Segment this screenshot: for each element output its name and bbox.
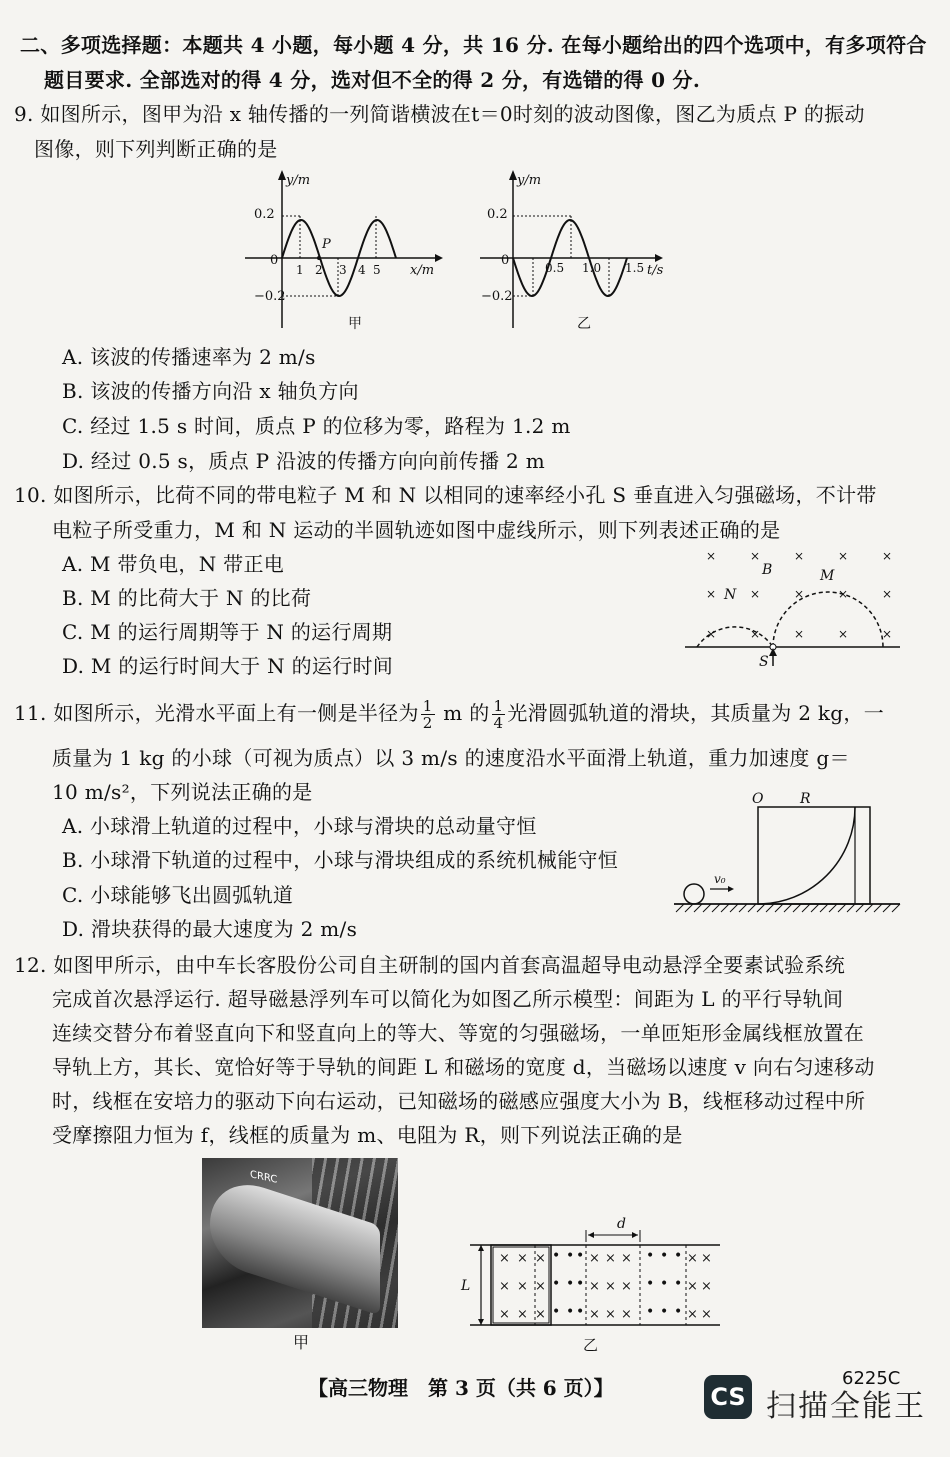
field-cross-mark: × xyxy=(882,549,893,563)
q11-label-v0: v₀ xyxy=(714,872,726,886)
q11-quarter-den: 4 xyxy=(493,714,504,732)
q9a-tick-4: 4 xyxy=(358,263,366,277)
field-down-mark: × xyxy=(605,1279,616,1294)
ground-hatch-line xyxy=(757,904,765,912)
q11-label-r: R xyxy=(800,791,811,807)
field-cross-mark: × xyxy=(706,627,717,641)
q11-slider-figure xyxy=(672,785,902,915)
q9b-tick-15: 1.5 xyxy=(625,261,645,275)
q9a-bottom: −0.2 xyxy=(254,289,286,304)
field-down-mark: × xyxy=(687,1279,698,1294)
q9a-xlabel: x/m xyxy=(410,263,435,278)
camscanner-logo-icon: CS xyxy=(704,1375,752,1419)
ground-hatch-line xyxy=(811,904,819,912)
ground-hatch-line xyxy=(847,904,855,912)
section-title-line1: 二、多项选择题：本题共 4 小题，每小题 4 分，共 16 分. 在每小题给出的四个选项中，有多项符合 xyxy=(20,33,927,57)
field-cross-mark: × xyxy=(838,627,849,641)
field-down-mark: × xyxy=(589,1251,600,1266)
q9-option-b: B. 该波的传播方向沿 x 轴负方向 xyxy=(62,379,359,403)
field-up-mark: • xyxy=(660,1276,669,1292)
camscanner-watermark: 扫描全能王 xyxy=(766,1389,926,1424)
q9b-ylabel: y/m xyxy=(517,173,542,188)
q9-option-d: D. 经过 0.5 s，质点 P 沿波的传播方向向前传播 2 m xyxy=(62,449,545,473)
ground-hatch-line xyxy=(712,904,720,912)
field-down-mark: × xyxy=(701,1279,712,1294)
q10-option-b: B. M 的比荷大于 N 的比荷 xyxy=(62,586,312,610)
field-up-mark: • xyxy=(576,1276,585,1292)
q12-fig-caption: 乙 xyxy=(583,1336,599,1354)
q9b-tick-10: 1.0 xyxy=(582,261,602,275)
q10-option-d: D. M 的运行时间大于 N 的运行时间 xyxy=(62,654,394,678)
q9b-bottom: −0.2 xyxy=(481,289,513,304)
q10-option-a: A. M 带负电，N 带正电 xyxy=(62,552,285,576)
field-down-mark: × xyxy=(517,1307,528,1322)
field-up-mark: • xyxy=(646,1304,655,1320)
q9-wave-graph xyxy=(240,168,450,338)
field-down-mark: × xyxy=(701,1307,712,1322)
q9-stem-line2: 图像，则下列判断正确的是 xyxy=(34,137,278,161)
field-cross-mark: × xyxy=(794,549,805,563)
section-title-line2: 题目要求. 全部选对的得 4 分，选对但不全的得 2 分，有选错的得 0 分. xyxy=(44,68,701,92)
ground-hatch-line xyxy=(685,904,693,912)
q9a-caption: 甲 xyxy=(348,316,362,332)
q11-radius-fraction xyxy=(421,698,435,731)
ground-hatch-line xyxy=(883,904,891,912)
q12-label-d: d xyxy=(617,1216,626,1232)
ground-hatch-line xyxy=(793,904,801,912)
ground-hatch-line xyxy=(694,904,702,912)
q11-radius-den: 2 xyxy=(422,714,433,732)
ground-hatch-line xyxy=(802,904,810,912)
field-down-mark: × xyxy=(621,1279,632,1294)
q11-stem-line2: 质量为 1 kg 的小球（可视为质点）以 3 m/s 的速度沿水平面滑上轨道，重力加速度 g＝ xyxy=(52,746,850,770)
q11-radius-num: 1 xyxy=(422,697,433,715)
field-down-mark: × xyxy=(621,1251,632,1266)
ground-hatch-line xyxy=(865,904,873,912)
q9-vibration-graph xyxy=(475,168,675,338)
q9b-top: 0.2 xyxy=(487,207,508,222)
field-up-mark: • xyxy=(646,1276,655,1292)
q9b-tick-05: 0.5 xyxy=(545,261,565,275)
field-cross-mark: × xyxy=(838,549,849,563)
q11-stem-line1 xyxy=(14,698,884,731)
train-logo: CRRC xyxy=(250,1169,278,1186)
ground-hatch-line xyxy=(766,904,774,912)
q11-stem-line3: 10 m/s²，下列说法正确的是 xyxy=(52,780,313,804)
q10-label-m: M xyxy=(820,568,835,584)
q12-line-1: 12. 如图甲所示，由中车长客股份公司自主研制的国内首套高温超导电动悬浮全要素试验系统 xyxy=(14,953,846,977)
field-up-mark: • xyxy=(576,1248,585,1264)
q12-line-4: 导轨上方，其长、宽恰好等于导轨的间距 L 和磁场的宽度 d，当磁场以速度 v 向右匀速移动 xyxy=(52,1055,875,1079)
q10-label-s: S xyxy=(759,654,769,670)
field-cross-mark: × xyxy=(794,627,805,641)
q11-option-c: C. 小球能够飞出圆弧轨道 xyxy=(62,883,294,907)
field-up-mark: • xyxy=(674,1248,683,1264)
q9a-top: 0.2 xyxy=(254,207,275,222)
ground-hatch-line xyxy=(676,904,684,912)
page-footer: 【高三物理 第 3 页（共 6 页）】 xyxy=(308,1376,614,1400)
ground-hatch-line xyxy=(820,904,828,912)
q9a-tick-1: 1 xyxy=(296,263,304,277)
ground-hatch-line xyxy=(784,904,792,912)
ground-hatch-line xyxy=(856,904,864,912)
field-up-mark: • xyxy=(566,1276,575,1292)
field-cross-mark: × xyxy=(882,587,893,601)
field-down-mark: × xyxy=(517,1251,528,1266)
field-down-mark: × xyxy=(535,1307,546,1322)
q9a-origin: 0 xyxy=(270,253,279,268)
q11-option-a: A. 小球滑上轨道的过程中，小球与滑块的总动量守恒 xyxy=(62,814,537,838)
ground-hatch-line xyxy=(748,904,756,912)
q12-line-2: 完成首次悬浮运行. 超导磁悬浮列车可以简化为如图乙所示模型：间距为 L 的平行导轨间 xyxy=(52,987,844,1011)
q9a-point-p: P xyxy=(322,237,331,252)
ground-hatch-line xyxy=(874,904,882,912)
field-up-mark: • xyxy=(566,1304,575,1320)
field-up-mark: • xyxy=(552,1276,561,1292)
ground-hatch-line xyxy=(730,904,738,912)
field-cross-mark: × xyxy=(750,587,761,601)
field-down-mark: × xyxy=(589,1307,600,1322)
q10-magnetic-field-figure xyxy=(680,540,905,675)
q12-rail-field-figure xyxy=(455,1210,725,1355)
field-down-mark: × xyxy=(589,1279,600,1294)
q12-photo-caption: 甲 xyxy=(293,1333,310,1352)
q10-label-b: B xyxy=(762,562,773,578)
q12-line-6: 受摩擦阻力恒为 f，线框的质量为 m、电阻为 R，则下列说法正确的是 xyxy=(52,1123,683,1147)
field-cross-mark: × xyxy=(750,627,761,641)
field-down-mark: × xyxy=(499,1307,510,1322)
field-cross-mark: × xyxy=(706,549,717,563)
field-cross-mark: × xyxy=(750,549,761,563)
field-up-mark: • xyxy=(566,1248,575,1264)
q11-quarter-num: 1 xyxy=(493,697,504,715)
q11-stem-part-c: 光滑圆弧轨道的滑块，其质量为 2 kg，一 xyxy=(507,701,885,725)
field-down-mark: × xyxy=(605,1307,616,1322)
field-down-mark: × xyxy=(535,1279,546,1294)
maglev-train-photo xyxy=(202,1158,398,1328)
field-down-mark: × xyxy=(687,1251,698,1266)
field-cross-mark: × xyxy=(794,587,805,601)
field-up-mark: • xyxy=(674,1304,683,1320)
ground-hatch-line xyxy=(739,904,747,912)
field-cross-mark: × xyxy=(706,587,717,601)
q11-option-d: D. 滑块获得的最大速度为 2 m/s xyxy=(62,917,358,941)
q11-stem-part-a: 11. 如图所示，光滑水平面上有一侧是半径为 xyxy=(14,701,419,725)
q9a-tick-3: 3 xyxy=(339,263,347,277)
field-up-mark: • xyxy=(660,1304,669,1320)
q10-stem-line2: 电粒子所受重力，M 和 N 运动的半圆轨迹如图中虚线所示，则下列表述正确的是 xyxy=(52,518,781,542)
q9b-origin: 0 xyxy=(501,253,510,268)
q9a-ylabel: y/m xyxy=(286,173,311,188)
ground-hatch-line xyxy=(721,904,729,912)
field-up-mark: • xyxy=(552,1248,561,1264)
field-up-mark: • xyxy=(660,1248,669,1264)
q11-label-o: O xyxy=(752,791,764,807)
q10-label-n: N xyxy=(724,587,737,603)
q10-stem-line1: 10. 如图所示，比荷不同的带电粒子 M 和 N 以相同的速率经小孔 S 垂直进入匀强磁场，不计带 xyxy=(14,483,877,507)
field-down-mark: × xyxy=(499,1251,510,1266)
q9a-tick-5: 5 xyxy=(373,263,381,277)
field-cross-mark: × xyxy=(838,587,849,601)
q12-label-l: L xyxy=(461,1278,471,1294)
q10-option-c: C. M 的运行周期等于 N 的运行周期 xyxy=(62,620,393,644)
field-down-mark: × xyxy=(687,1307,698,1322)
ground-hatch-line xyxy=(838,904,846,912)
field-down-mark: × xyxy=(517,1279,528,1294)
q9-option-a: A. 该波的传播速率为 2 m/s xyxy=(62,345,316,369)
field-up-mark: • xyxy=(646,1248,655,1264)
q11-stem-part-b: m 的 xyxy=(436,701,490,725)
ground-hatch-line xyxy=(775,904,783,912)
field-down-mark: × xyxy=(621,1307,632,1322)
ground-hatch-line xyxy=(892,904,900,912)
q11-option-b: B. 小球滑下轨道的过程中，小球与滑块组成的系统机械能守恒 xyxy=(62,848,619,872)
q9b-caption: 乙 xyxy=(577,316,591,332)
field-down-mark: × xyxy=(499,1279,510,1294)
field-up-mark: • xyxy=(674,1276,683,1292)
ground-hatch-line xyxy=(829,904,837,912)
q11-quarter-fraction xyxy=(492,698,506,731)
q12-line-3: 连续交替分布着竖直向下和竖直向上的等大、等宽的匀强磁场，一单匝矩形金属线框放置在 xyxy=(52,1021,864,1045)
ground-hatch-line xyxy=(703,904,711,912)
field-up-mark: • xyxy=(576,1304,585,1320)
q9-option-c: C. 经过 1.5 s 时间，质点 P 的位移为零，路程为 1.2 m xyxy=(62,414,571,438)
q12-line-5: 时，线框在安培力的驱动下向右运动，已知磁场的磁感应强度大小为 B，线框移动过程中所 xyxy=(52,1089,866,1113)
q9b-xlabel: t/s xyxy=(647,263,664,278)
field-cross-mark: × xyxy=(882,627,893,641)
field-down-mark: × xyxy=(535,1251,546,1266)
q9a-tick-2: 2 xyxy=(315,263,323,277)
field-down-mark: × xyxy=(701,1251,712,1266)
field-up-mark: • xyxy=(552,1304,561,1320)
q9-stem-line1: 9. 如图所示，图甲为沿 x 轴传播的一列简谐横波在t＝0时刻的波动图像，图乙为质点 P 的振动 xyxy=(14,102,865,126)
paper-code: 6225C xyxy=(842,1368,901,1389)
field-down-mark: × xyxy=(605,1251,616,1266)
